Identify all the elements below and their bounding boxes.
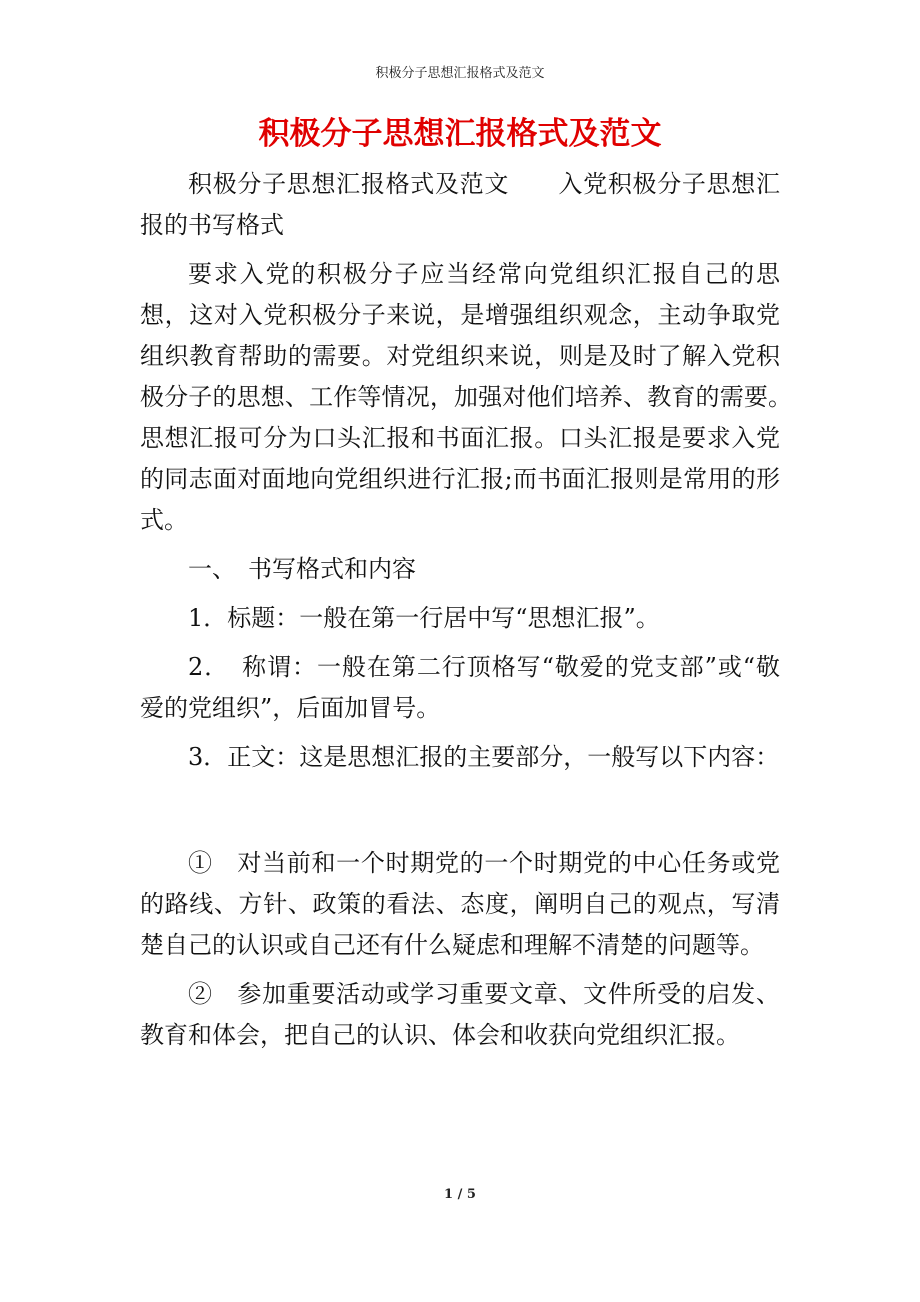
page-number: 1 / 5 <box>444 1187 476 1202</box>
list-item-body: 3．正文：这是思想汇报的主要部分，一般写以下内容： <box>188 743 780 771</box>
sub-item-1: ① 对当前和一个时期党的一个时期党的中心任务或党的路线、方针、政策的看法、态度，阐明自己的观点，写清楚自己的认识或自己还有什么疑虑和理解不清楚的问题等。 <box>140 849 780 959</box>
list-item-title: 1．标题：一般在第一行居中写“思想汇报”。 <box>188 604 660 632</box>
document-title: 积极分子思想汇报格式及范文 <box>258 116 662 152</box>
paragraph-spacer <box>140 786 780 843</box>
document-body <box>140 164 804 1064</box>
paragraph-intro: 积极分子思想汇报格式及范文 入党积极分子思想汇报的书写格式 <box>140 170 780 239</box>
list-item-salutation: 2． 称谓：一般在第二行顶格写“敬爱的党支部”或“敬爱的党组织”，后面加冒号。 <box>140 653 780 722</box>
paragraph-requirements: 要求入党的积极分子应当经常向党组织汇报自己的思想，这对入党积极分子来说，是增强组织观念，主动争取党组织教育帮助的需要。对党组织来说，则是及时了解入党积极分子的思想、工作等情况，加强对他们培养、教育的需要。 思想汇报可分为口头汇报和书面汇报。口头汇报是要求入党的同志面对面地向党组织进行汇报;而书面汇报则是常用的形式。 <box>140 260 804 534</box>
section-heading: 一、 书写格式和内容 <box>188 555 416 583</box>
sub-item-2: ② 参加重要活动或学习重要文章、文件所受的启发、教育和体会，把自己的认识、体会和收获向党组织汇报。 <box>140 980 780 1049</box>
running-header: 积极分子思想汇报格式及范文 <box>375 66 545 81</box>
